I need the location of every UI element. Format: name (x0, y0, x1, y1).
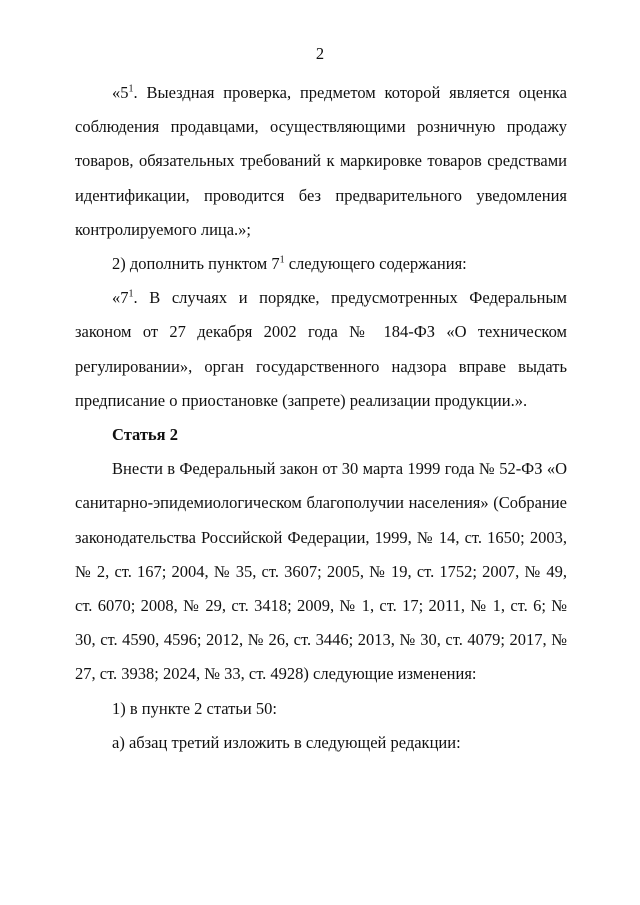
paragraph-5-1-start: «5 (112, 83, 129, 102)
paragraph-7-1-start: «7 (112, 288, 129, 308)
paragraph-amend-2 (75, 247, 567, 281)
page-number: 2 (315, 44, 325, 63)
paragraph-amend-2-start: 2) дополнить пунктом 7 (112, 254, 280, 274)
paragraph-7-1-text: . В случаях и порядке, предусмотренных Федеральным законом от 27 декабря 2002 года № 184-ФЗ «О техническом регулировании», орган государственного надзора вправе выдать предписание о приостановке (запрете) реализации продукции.». (75, 288, 567, 410)
paragraph-item-1: 1) в пункте 2 статьи 50: (112, 698, 277, 718)
superscript-1: 1 (279, 254, 285, 266)
document-body (75, 76, 567, 760)
paragraph-article-2: Внести в Федеральный закон от 30 марта 1999 года № 52-ФЗ «О санитарно-эпидемиологическом благополучии населения» (Собрание законодательства Российской Федерации, 1999, № 14, ст. 1650; 2003, № 2, ст. 167; 2004, № 35, ст. 3607; 2005, № 19, ст. 1752; 2007, № 49, ст. 6070; 2008, № 29, ст. 3418; 2009, № 1, ст. 17; 2011, № 1, ст. 6; № 30, ст. 4590, 4596; 2012, № 26, ст. 3446; 2013, № 30, ст. 4079; 2017, № 27, ст. 3938; 2024, № 33, ст. 4928) следующие изменения: (75, 459, 567, 684)
paragraph-5-1-text: . Выездная проверка, предметом которой является оценка соблюдения продавцами, осуществляющими розничную продажу товаров, обязательных требований к маркировке товаров средствами идентификации, проводится без предварительного уведомления контролируемого лица.»; (75, 83, 567, 239)
article-heading: Статья 2 (112, 425, 178, 445)
paragraph-item-a: а) абзац третий изложить в следующей редакции: (112, 732, 461, 752)
paragraph-amend-2-text: следующего содержания: (284, 254, 467, 274)
paragraph-7-1 (75, 281, 567, 418)
superscript-1: 1 (128, 83, 134, 95)
paragraph-5-1 (75, 76, 567, 247)
superscript-1: 1 (128, 288, 134, 300)
